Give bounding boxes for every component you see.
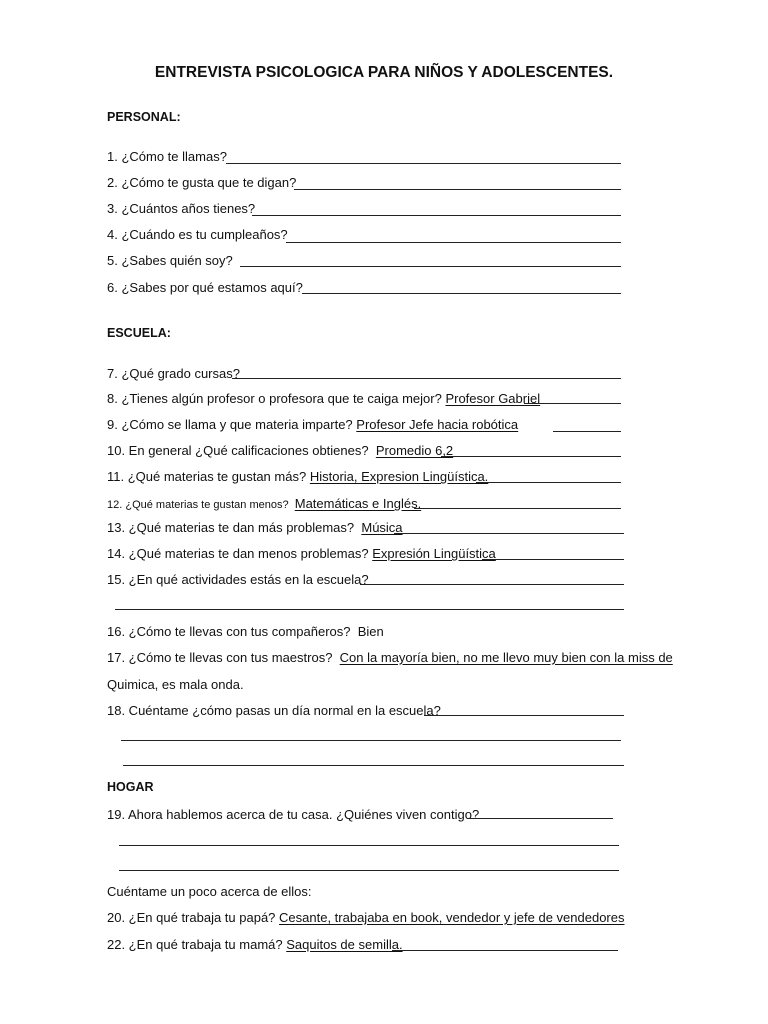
answer-14[interactable]: Expresión Lingüística <box>372 546 496 561</box>
family-intro: Cuéntame un poco acerca de ellos: <box>107 884 312 899</box>
question-label: 13. ¿Qué materias te dan más problemas? <box>107 520 355 535</box>
question-12 <box>107 496 421 511</box>
question-label: 1. ¿Cómo te llamas? <box>107 149 227 164</box>
question-label: 16. ¿Cómo te llevas con tus compañeros? <box>107 624 351 639</box>
answer-17-line2[interactable]: Quimica, es mala onda. <box>107 677 244 692</box>
answer-11[interactable]: Historia, Expresion Lingüística. <box>309 469 489 484</box>
question-15 <box>107 572 369 587</box>
question-label: 4. ¿Cuándo es tu cumpleaños? <box>107 227 288 242</box>
question-label: 20. ¿En qué trabaja tu papá? <box>107 910 276 925</box>
answer-line-18c[interactable] <box>123 765 624 766</box>
answer-line-2[interactable] <box>294 189 621 190</box>
question-7 <box>107 366 240 381</box>
answer-line-4[interactable] <box>286 242 621 243</box>
answer-line-6[interactable] <box>302 293 621 294</box>
question-label: 15. ¿En qué actividades estás en la escuela? <box>107 572 369 587</box>
answer-line-19b[interactable] <box>119 845 619 846</box>
answer-16[interactable]: Bien <box>357 624 384 639</box>
question-label: 9. ¿Cómo se llama y que materia imparte? <box>107 417 353 432</box>
answer-9[interactable]: Profesor Jefe hacia robótica <box>356 417 519 432</box>
question-label: 10. En general ¿Qué calificaciones obtienes? <box>107 443 369 458</box>
answer-12[interactable]: Matemáticas e Inglés. <box>294 496 422 511</box>
answer-line-19[interactable] <box>467 818 613 819</box>
answer-20[interactable]: Cesante, trabajaba en book, vendedor y jefe de vendedores <box>279 910 625 925</box>
question-label: 7. ¿Qué grado cursas? <box>107 366 240 381</box>
question-18 <box>107 703 441 718</box>
answer-line-5[interactable] <box>240 266 621 267</box>
question-label: 5. ¿Sabes quién soy? <box>107 253 233 268</box>
answer-line-13[interactable] <box>394 533 624 534</box>
question-label: 17. ¿Cómo te llevas con tus maestros? <box>107 650 333 665</box>
answer-10[interactable]: Promedio 6,2 <box>375 443 454 458</box>
answer-17-continued <box>107 677 244 692</box>
question-label: 22. ¿En qué trabaja tu mamá? <box>107 937 283 952</box>
question-19 <box>107 807 479 822</box>
section-escuela: ESCUELA: <box>107 326 171 340</box>
question-10 <box>107 443 453 458</box>
question-3 <box>107 201 255 216</box>
answer-line-14[interactable] <box>482 559 624 560</box>
answer-line-9[interactable] <box>553 431 621 432</box>
answer-line-18b[interactable] <box>121 740 621 741</box>
question-label: 19. Ahora hablemos acerca de tu casa. ¿Quiénes viven contigo? <box>107 807 480 822</box>
question-22 <box>107 937 403 952</box>
question-label: 11. ¿Qué materias te gustan más? <box>107 469 307 484</box>
question-13 <box>107 520 403 535</box>
answer-line-22[interactable] <box>392 950 618 951</box>
question-11 <box>107 469 488 484</box>
answer-22[interactable]: Saquitos de semilla. <box>286 937 403 952</box>
answer-line-15b[interactable] <box>115 609 624 610</box>
question-6 <box>107 280 303 295</box>
question-label: 12. ¿Qué materias te gustan menos? <box>107 499 289 511</box>
question-label: 2. ¿Cómo te gusta que te digan? <box>107 175 297 190</box>
answer-line-15[interactable] <box>360 584 624 585</box>
answer-line-19c[interactable] <box>119 870 619 871</box>
answer-line-1[interactable] <box>226 163 621 164</box>
answer-line-3[interactable] <box>252 215 621 216</box>
answer-line-11[interactable] <box>476 482 621 483</box>
answer-line-12[interactable] <box>414 508 621 509</box>
question-20 <box>107 910 625 925</box>
question-label: 3. ¿Cuántos años tienes? <box>107 201 256 216</box>
answer-line-8[interactable] <box>524 403 621 404</box>
answer-line-7[interactable] <box>232 378 621 379</box>
question-16 <box>107 624 384 639</box>
answer-17[interactable]: Con la mayoría bien, no me llevo muy bien con la miss de <box>339 650 673 665</box>
question-14 <box>107 546 496 561</box>
answer-13[interactable]: Música <box>361 520 403 535</box>
question-17 <box>107 650 673 665</box>
answer-line-18[interactable] <box>424 715 624 716</box>
answer-line-10[interactable] <box>441 456 621 457</box>
question-label: 6. ¿Sabes por qué estamos aquí? <box>107 280 303 295</box>
question-9 <box>107 417 518 432</box>
answer-8[interactable]: Profesor Gabriel <box>445 391 541 406</box>
question-4 <box>107 227 288 242</box>
question-1 <box>107 149 227 164</box>
question-label: 8. ¿Tienes algún profesor o profesora que te caiga mejor? <box>107 391 442 406</box>
question-label: 14. ¿Qué materias te dan menos problemas? <box>107 546 369 561</box>
question-8 <box>107 391 540 406</box>
question-5 <box>107 253 233 268</box>
question-label: 18. Cuéntame ¿cómo pasas un día normal en la escuela? <box>107 703 441 718</box>
document-title: ENTREVISTA PSICOLOGICA PARA NIÑOS Y ADOLESCENTES. <box>154 64 614 81</box>
question-2 <box>107 175 296 190</box>
section-personal: PERSONAL: <box>107 110 181 124</box>
section-hogar: HOGAR <box>107 780 154 794</box>
